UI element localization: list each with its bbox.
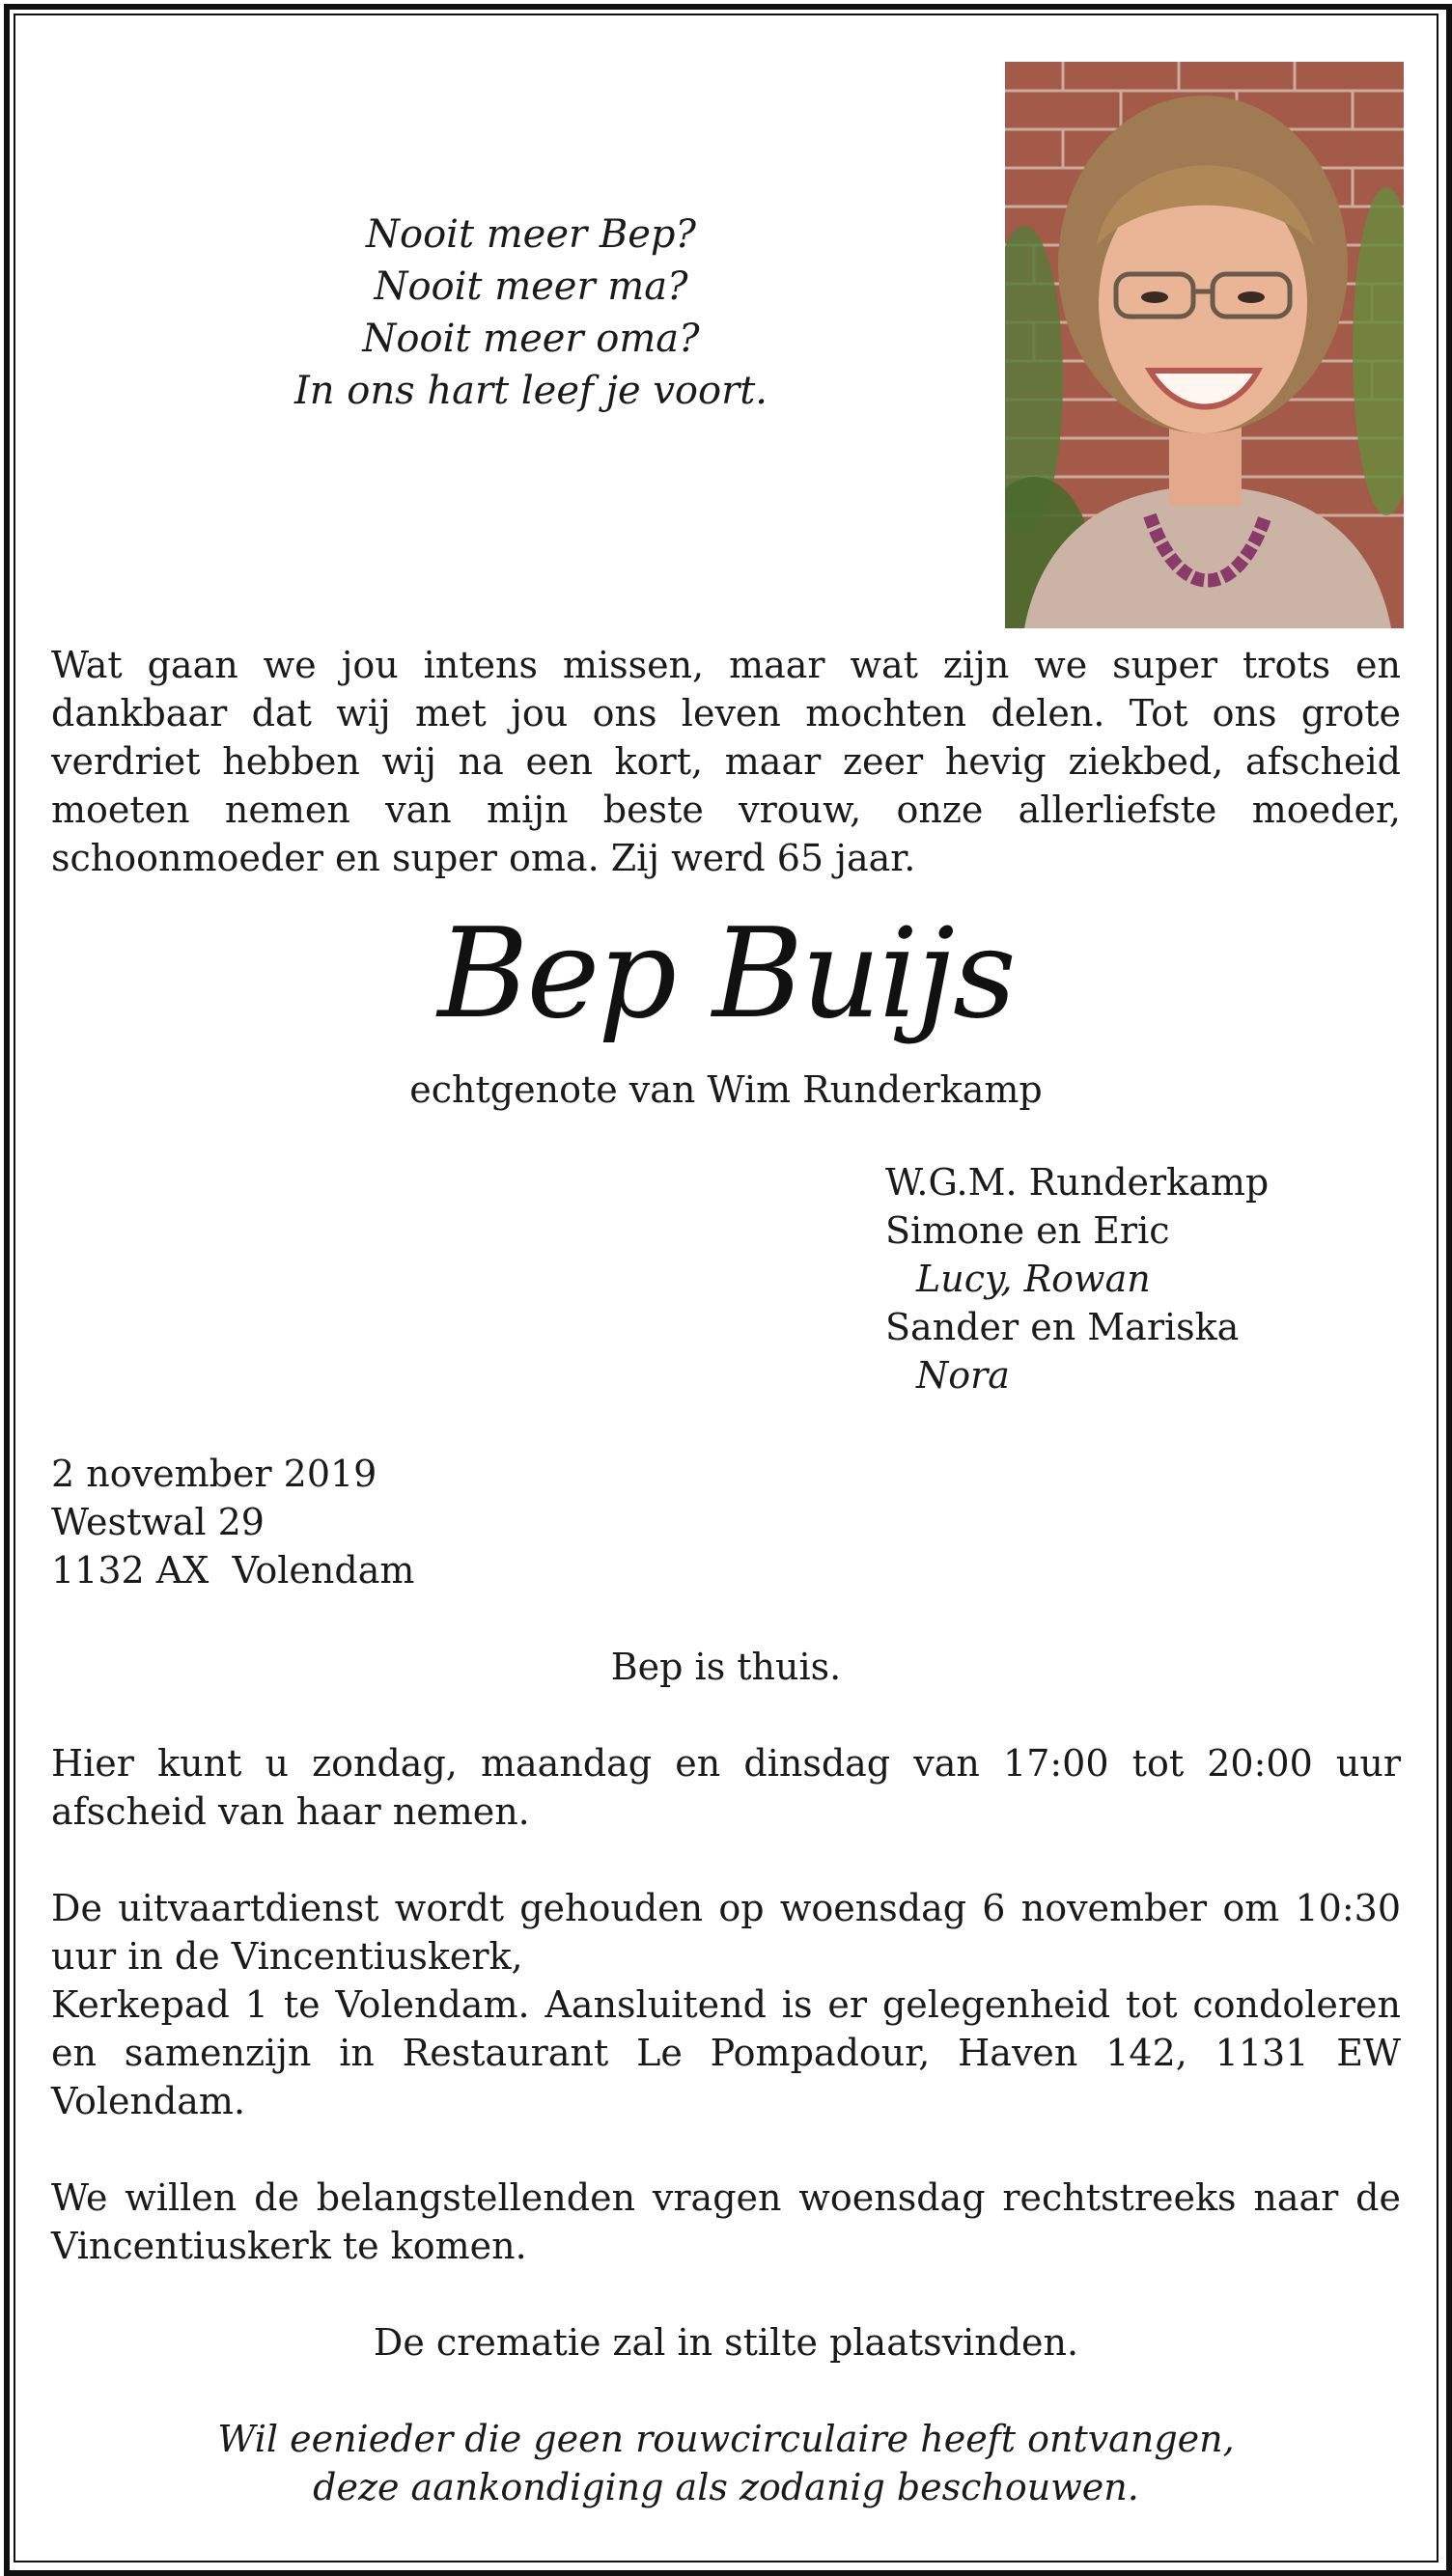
request-paragraph: We willen de belangstellenden vragen woensdag rechtstreeks naar de Vincentiuskerk te komen.	[51, 2176, 1401, 2267]
intro-paragraph: Wat gaan we jou intens missen, maar wat zijn we super trots en dankbaar dat wij met jou ons leven mochten delen. Tot ons grote verdriet hebben wij na een kort, maar zeer hevig ziekbed, afscheid moeten nemen van mijn beste vrouw, onze allerliefste moeder, schoonmoeder en super oma. Zij werd 65 jaar.	[51, 644, 1401, 879]
deceased-name: Bep Buijs	[437, 902, 1015, 1046]
date: 2 november 2019	[51, 1453, 377, 1495]
street: Westwal 29	[51, 1501, 265, 1543]
closing-line: Wil eenieder die geen rouwcirculaire heeft ontvangen,	[217, 2418, 1235, 2460]
closing-note	[51, 2415, 1401, 2511]
address-block	[51, 1450, 920, 1594]
poem-line: Nooit meer oma?	[362, 317, 700, 361]
funeral-service	[51, 1884, 1401, 2125]
spouse-line: echtgenote van Wim Runderkamp	[409, 1068, 1043, 1111]
family-list	[885, 1158, 1387, 1399]
family-member: W.G.M. Runderkamp	[885, 1161, 1270, 1204]
poem-line: In ons hart leef je voort.	[294, 369, 768, 413]
service-line: Kerkepad 1 te Volendam. Aansluitend is er gelegenheid tot condoleren en samenzijn in Restaurant Le Pompadour, Haven 142, 1131 EW Volendam.	[51, 1983, 1401, 2122]
cremation-notice: De crematie zal in stilte plaatsvinden.	[373, 2321, 1079, 2364]
family-member: Simone en Eric	[885, 1209, 1170, 1252]
family-grandchildren: Nora	[916, 1354, 1010, 1397]
service-line: De uitvaartdienst wordt gehouden op woensdag 6 november om 10:30 uur in de Vincentiuskerk,	[51, 1887, 1401, 1978]
poem-line: Nooit meer Bep?	[366, 212, 696, 257]
visiting-hours: Hier kunt u zondag, maandag en dinsdag van 17:00 tot 20:00 uur afscheid van haar nemen.	[51, 1742, 1401, 1833]
home-notice: Bep is thuis.	[610, 1646, 842, 1688]
closing-line: deze aankondiging als zodanig beschouwen.	[313, 2466, 1139, 2508]
portrait-photo	[1005, 62, 1404, 628]
city: 1132 AX Volendam	[51, 1549, 415, 1592]
poem-line: Nooit meer ma?	[374, 264, 688, 309]
family-member: Sander en Mariska	[885, 1306, 1240, 1348]
family-grandchildren: Lucy, Rowan	[916, 1258, 1151, 1300]
poem	[241, 208, 821, 417]
